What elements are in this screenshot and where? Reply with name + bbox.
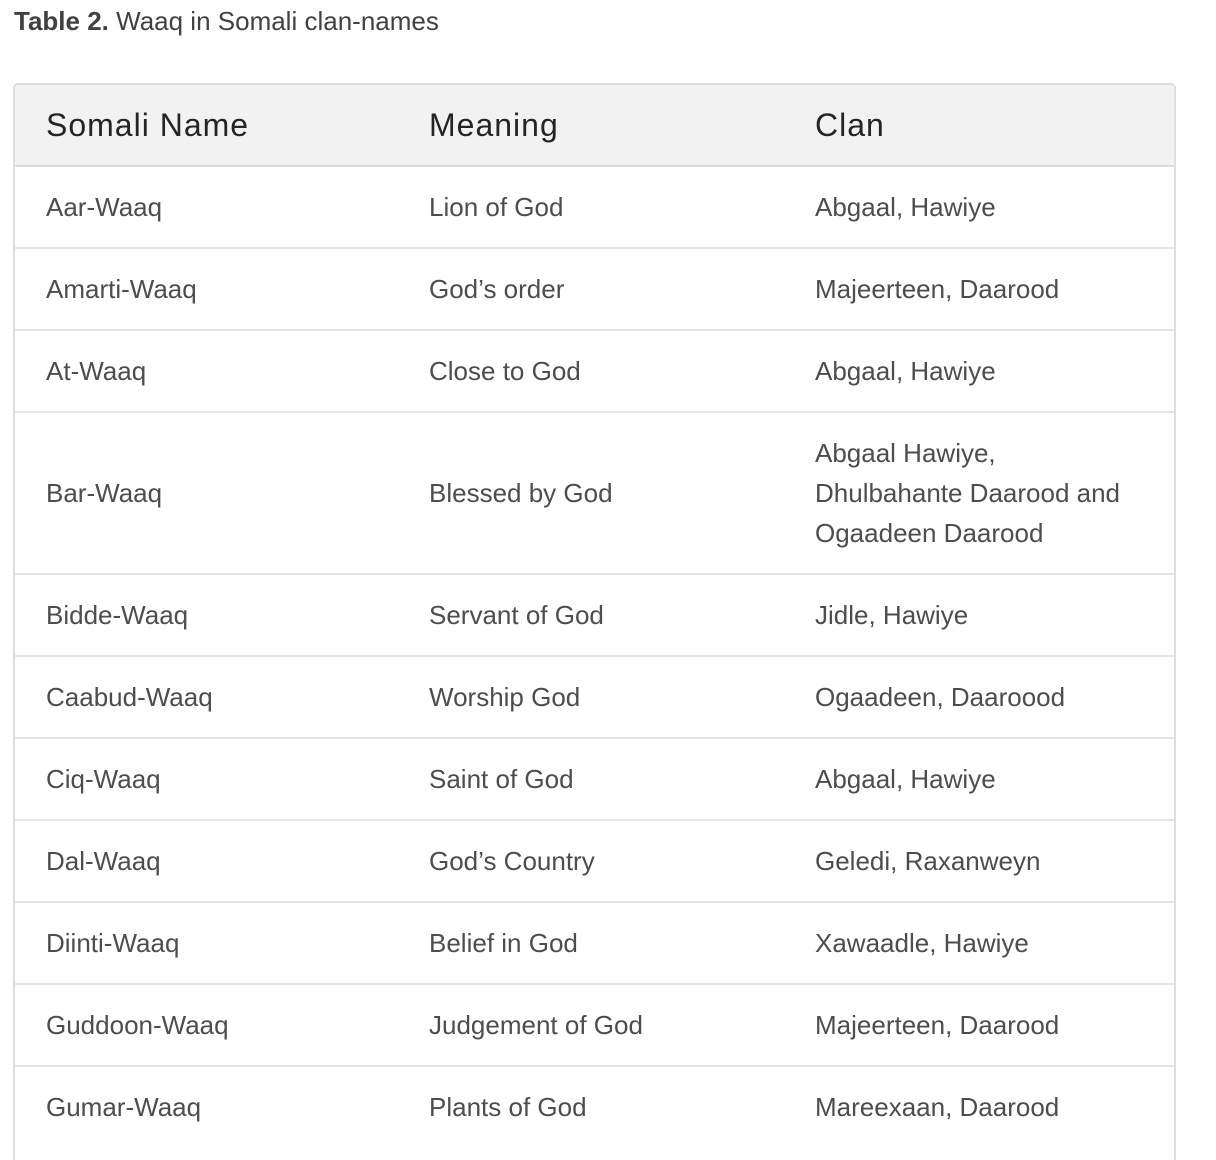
table-row xyxy=(15,573,1174,655)
cell-meaning: Blessed by God xyxy=(398,411,784,573)
column-header-meaning: Meaning xyxy=(398,85,784,167)
table-caption-text: Waaq in Somali clan-names xyxy=(116,6,439,36)
table-row xyxy=(15,737,1174,819)
table-header xyxy=(15,85,1174,167)
cell-name: Caabud-Waaq xyxy=(15,655,398,737)
cell-meaning: Close to God xyxy=(398,329,784,411)
cell-empty xyxy=(15,1147,398,1160)
cell-clan: Ogaadeen, Daaroood xyxy=(784,655,1174,737)
table-number-label: Table 2. xyxy=(14,6,109,36)
table-body xyxy=(15,167,1174,1147)
cell-meaning: God’s order xyxy=(398,247,784,329)
cell-name: Gumar-Waaq xyxy=(15,1065,398,1147)
cell-clan: Majeerteen, Daarood xyxy=(784,983,1174,1065)
table-row xyxy=(15,167,1174,247)
cell-name: Guddoon-Waaq xyxy=(15,983,398,1065)
cell-clan: Abgaal, Hawiye xyxy=(784,329,1174,411)
page-title xyxy=(14,4,1216,38)
table-header-row xyxy=(15,85,1174,167)
cell-empty xyxy=(784,1147,1174,1160)
cell-name: Amarti-Waaq xyxy=(15,247,398,329)
cell-clan: Jidle, Hawiye xyxy=(784,573,1174,655)
cell-clan: Majeerteen, Daarood xyxy=(784,247,1174,329)
table-row xyxy=(15,655,1174,737)
cell-empty xyxy=(398,1147,784,1160)
cell-clan: Abgaal, Hawiye xyxy=(815,192,996,222)
cell-name: Bar-Waaq xyxy=(15,411,398,573)
cell-name: Diinti-Waaq xyxy=(15,901,398,983)
cell-name: Aar-Waaq xyxy=(46,192,163,222)
clan-names-table xyxy=(13,83,1176,1160)
cell-meaning: Judgement of God xyxy=(398,983,784,1065)
cell-name: Ciq-Waaq xyxy=(15,737,398,819)
column-header-somali-name: Somali Name xyxy=(15,85,398,167)
table-row xyxy=(15,247,1174,329)
table-row xyxy=(15,983,1174,1065)
cell-meaning: Worship God xyxy=(398,655,784,737)
cell-clan: Abgaal, Hawiye xyxy=(784,737,1174,819)
cell-meaning: Servant of God xyxy=(398,573,784,655)
cell-meaning: Saint of God xyxy=(398,737,784,819)
cell-meaning: Belief in God xyxy=(398,901,784,983)
cell-clan: Xawaadle, Hawiye xyxy=(784,901,1174,983)
table-row xyxy=(15,819,1174,901)
cell-clan: Geledi, Raxanweyn xyxy=(784,819,1174,901)
table-row xyxy=(15,329,1174,411)
table-row xyxy=(15,1065,1174,1147)
cell-name: Bidde-Waaq xyxy=(15,573,398,655)
table-row xyxy=(15,411,1174,573)
cell-name: Dal-Waaq xyxy=(15,819,398,901)
cell-meaning: Plants of God xyxy=(398,1065,784,1147)
table-row xyxy=(15,901,1174,983)
cell-meaning: God’s Country xyxy=(398,819,784,901)
cell-name: At-Waaq xyxy=(15,329,398,411)
cell-clan: Mareexaan, Daarood xyxy=(784,1065,1174,1147)
cell-meaning: Lion of God xyxy=(429,192,564,222)
table-footer-partial xyxy=(15,1147,1174,1160)
table-row-partial xyxy=(15,1147,1174,1160)
cell-clan: Abgaal Hawiye, Dhulbahante Daarood and Ogaadeen Daarood xyxy=(784,411,1174,573)
column-header-clan: Clan xyxy=(784,85,1174,167)
